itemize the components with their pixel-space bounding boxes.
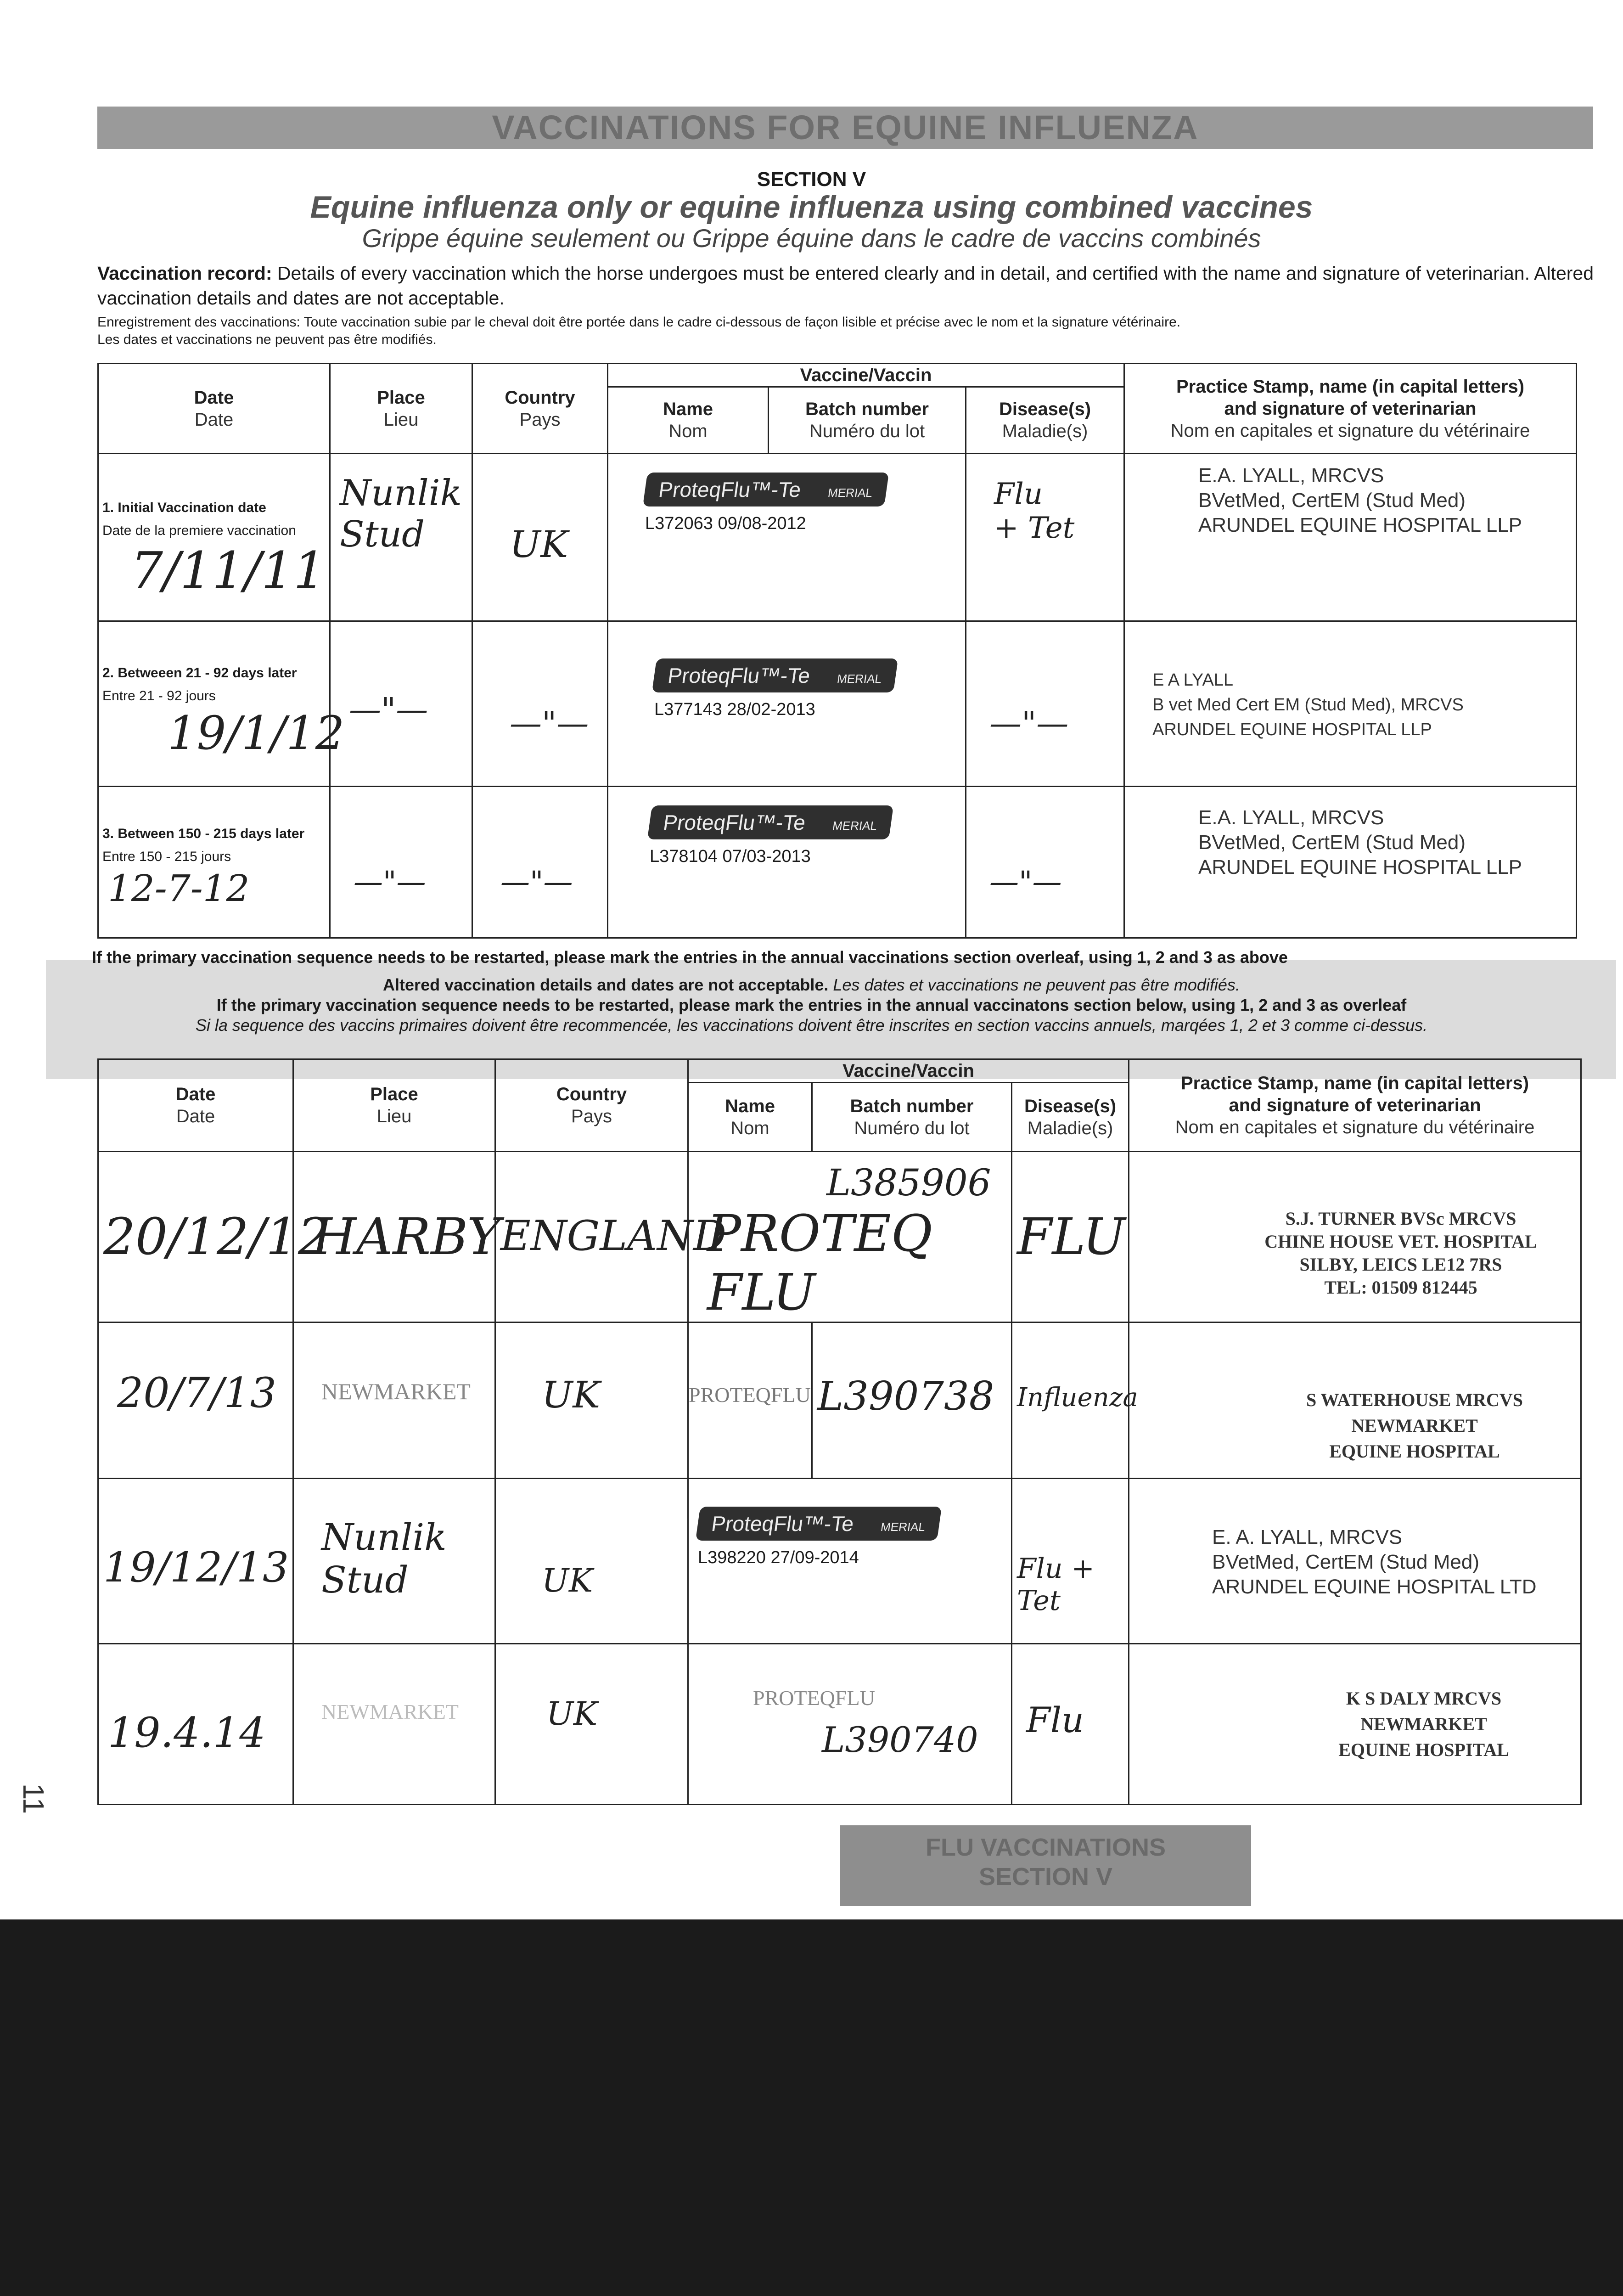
vet-name: S WATERHOUSE MRCVS	[1306, 1390, 1523, 1410]
page-subtitle-fr: Grippe équine seulement ou Grippe équine dans le cadre de vaccins combinés	[362, 224, 1261, 253]
stamp-name: ProteqFlu™-Te	[662, 810, 807, 834]
hdr-place-fr: Lieu	[383, 409, 419, 430]
hdr-date: Date	[175, 1084, 216, 1104]
hdr-disease-fr: Maladie(s)	[1027, 1118, 1113, 1138]
page-number: 11	[17, 1783, 51, 1814]
hdr-vaccine: Vaccine/Vaccin	[800, 365, 932, 385]
stamp-brand: MERIAL	[836, 672, 883, 686]
hdr-disease: Disease(s)	[999, 399, 1091, 419]
hdr-stamp-fr: Nom en capitales et signature du vétérinaire	[1170, 420, 1530, 441]
vet-quals: B vet Med Cert EM (Stud Med), MRCVS	[1152, 695, 1464, 715]
disease-value: Flu	[1026, 1699, 1084, 1740]
country-value: UK	[546, 1695, 598, 1733]
vet-quals: BVetMed, CertEM (Stud Med)	[1198, 489, 1466, 512]
restart-note-4: Si la sequence des vaccins primaires doivent être recommencée, les vaccinations doivent être inscrites en section vaccins annuels, marqées 1, 2 et 3 comme ci-dessus.	[195, 1016, 1428, 1035]
annual-row-4	[98, 1644, 1581, 1805]
vaccine-name: PROTEQ FLU	[707, 1204, 932, 1322]
stamp-name: ProteqFlu™-Te	[666, 664, 812, 687]
vaccine-stamp	[652, 658, 899, 692]
restart-note-2-bold: Altered vaccination details and dates are not acceptable.	[383, 975, 829, 994]
row-label-fr: Entre 21 - 92 jours	[102, 688, 216, 703]
country-value: UK	[510, 523, 568, 566]
vet-name: E A LYALL	[1152, 670, 1234, 690]
hdr-stamp-1: Practice Stamp, name (in capital letters)	[1176, 376, 1525, 397]
place-value: —"—	[349, 691, 428, 728]
hdr-country: Country	[505, 387, 575, 408]
hdr-name: Name	[663, 399, 713, 419]
section-banner: VACCINATIONS FOR EQUINE INFLUENZA	[97, 107, 1593, 149]
hdr-name: Name	[725, 1096, 775, 1116]
batch-value: L390740	[822, 1719, 978, 1760]
lot-number: L377143 28/02-2013	[654, 700, 815, 719]
record-instructions-en	[97, 261, 1599, 310]
disease-value: Flu + Tet	[1017, 1553, 1095, 1617]
disease-value: FLU	[1017, 1207, 1126, 1266]
hdr-stamp-2: and signature of veterinarian	[1224, 398, 1477, 419]
vet-practice: ARUNDEL EQUINE HOSPITAL LLP	[1198, 514, 1522, 536]
primary-vaccination-table	[97, 363, 1577, 939]
record-fr-line1: Enregistrement des vaccinations: Toute vaccination subie par le cheval doit être portée dans le cadre ci-dessous de façon lisible et précise avec le nom et la signature vétérinaire.	[97, 315, 1181, 330]
hdr-batch-fr: Numéro du lot	[809, 421, 925, 441]
restart-note-3: If the primary vaccination sequence needs to be restarted, please mark the entries in the annual vaccinatons section below, using 1, 2 and 3 as overleaf	[216, 996, 1407, 1014]
flu-tab-line1: FLU VACCINATIONS	[926, 1834, 1166, 1861]
hdr-stamp-fr: Nom en capitales et signature du vétérinaire	[1175, 1117, 1535, 1137]
annual-vaccination-table	[97, 1058, 1582, 1805]
country-value: ENGLAND	[500, 1212, 727, 1260]
vet-practice: ARUNDEL EQUINE HOSPITAL LLP	[1198, 856, 1522, 878]
vet-name: S.J. TURNER BVSc MRCVS	[1285, 1208, 1516, 1229]
hdr-disease-fr: Maladie(s)	[1002, 421, 1088, 441]
hdr-stamp-2: and signature of veterinarian	[1229, 1095, 1481, 1115]
hdr-country-fr: Pays	[519, 409, 561, 430]
scan-dark-band	[0, 1919, 1623, 2296]
country-value: —"—	[500, 865, 573, 899]
row-label-fr: Entre 150 - 215 jours	[102, 849, 231, 864]
vaccine-name: PROTEQFLU	[753, 1686, 875, 1710]
vet-name: E. A. LYALL, MRCVS	[1212, 1526, 1403, 1548]
stamp-name: ProteqFlu™-Te	[657, 478, 803, 501]
place-value: —"—	[354, 865, 426, 899]
vaccine-name: PROTEQFLU	[689, 1383, 811, 1407]
place-value: HARBY	[312, 1207, 500, 1266]
vet-hospital: EQUINE HOSPITAL	[1338, 1739, 1509, 1760]
primary-row-3	[98, 787, 1577, 938]
vet-name: K S DALY MRCVS	[1346, 1688, 1502, 1709]
row-label: 1. Initial Vaccination date	[102, 500, 266, 515]
place-value: NEWMARKET	[321, 1379, 471, 1404]
country-value: UK	[542, 1373, 601, 1416]
vet-phone: TEL: 01509 812445	[1324, 1277, 1477, 1298]
hdr-batch: Batch number	[805, 399, 929, 419]
vet-practice: CHINE HOUSE VET. HOSPITAL	[1264, 1231, 1537, 1252]
place-value: NEWMARKET	[321, 1700, 459, 1723]
disease-value: —"—	[989, 865, 1062, 899]
vet-quals: BVetMed, CertEM (Stud Med)	[1212, 1551, 1479, 1573]
stamp-brand: MERIAL	[827, 486, 874, 500]
disease-value: —"—	[989, 704, 1069, 742]
vet-practice: ARUNDEL EQUINE HOSPITAL LTD	[1212, 1576, 1537, 1598]
date-value: 7/11/11	[131, 541, 326, 600]
batch-value: L385906	[826, 1161, 991, 1204]
row-label-fr: Date de la premiere vaccination	[102, 523, 296, 538]
page-title: Equine influenza only or equine influenza using combined vaccines	[310, 190, 1313, 225]
hdr-place-fr: Lieu	[376, 1106, 412, 1126]
hdr-batch-fr: Numéro du lot	[854, 1118, 970, 1138]
restart-note-2-fr: Les dates et vaccinations ne peuvent pas être modifiés.	[828, 975, 1240, 994]
batch-value: L390738	[817, 1373, 994, 1419]
hdr-vaccine: Vaccine/Vaccin	[842, 1061, 974, 1081]
vet-practice: ARUNDEL EQUINE HOSPITAL LLP	[1152, 720, 1432, 739]
date-value: 20/12/12	[103, 1207, 331, 1266]
date-value: 19/1/12	[168, 706, 345, 760]
vaccine-stamp	[643, 473, 889, 506]
flu-tab-line2: SECTION V	[978, 1863, 1113, 1891]
vet-name: E.A. LYALL, MRCVS	[1198, 464, 1384, 487]
restart-note-2	[0, 975, 1623, 995]
record-fr-line2: Les dates et vaccinations ne peuvent pas être modifiés.	[97, 332, 437, 347]
hdr-country-fr: Pays	[571, 1106, 612, 1126]
hdr-date-fr: Date	[176, 1106, 215, 1126]
vet-hospital: EQUINE HOSPITAL	[1329, 1441, 1500, 1462]
date-value: 19.4.14	[108, 1709, 266, 1757]
lot-number: L398220 27/09-2014	[698, 1548, 859, 1567]
row-label: 3. Between 150 - 215 days later	[102, 826, 305, 841]
hdr-place: Place	[370, 1084, 418, 1104]
row-label: 2. Betweeen 21 - 92 days later	[102, 665, 297, 681]
primary-row-2	[98, 621, 1577, 787]
flu-section-tab	[840, 1825, 1251, 1906]
hdr-date: Date	[194, 387, 234, 408]
hdr-disease: Disease(s)	[1024, 1096, 1117, 1116]
record-text: Details of every vaccination which the horse undergoes must be entered clearly and in detail, and certified with the name and signature of veterinarian. Altered vaccination details and dates are not acceptable.	[97, 263, 1594, 309]
vaccine-stamp	[647, 805, 894, 839]
hdr-country: Country	[556, 1084, 627, 1104]
record-instructions-fr	[97, 314, 1599, 349]
country-value: UK	[542, 1562, 593, 1599]
hdr-date-fr: Date	[194, 409, 234, 430]
country-value: —"—	[510, 704, 589, 742]
primary-row-1	[98, 454, 1577, 621]
hdr-place: Place	[377, 387, 425, 408]
place-value: Nunlik Stud	[321, 1516, 447, 1601]
disease-value: Flu + Tet	[994, 477, 1075, 545]
date-value: 12-7-12	[108, 867, 250, 910]
vet-practice: NEWMARKET	[1360, 1714, 1487, 1734]
record-label: Vaccination record:	[97, 263, 272, 284]
annual-row-3	[98, 1479, 1581, 1644]
lot-number: L372063 09/08-2012	[645, 514, 806, 533]
hdr-stamp-1: Practice Stamp, name (in capital letters)	[1180, 1073, 1529, 1093]
hdr-name-fr: Nom	[668, 421, 708, 441]
stamp-brand: MERIAL	[880, 1520, 927, 1534]
date-value: 19/12/13	[103, 1543, 289, 1592]
disease-value: Influenza	[1017, 1383, 1138, 1412]
vet-address: SILBY, LEICS LE12 7RS	[1299, 1254, 1502, 1275]
vaccine-stamp	[696, 1507, 942, 1541]
date-value: 20/7/13	[117, 1369, 276, 1417]
place-value: Nunlik Stud	[340, 473, 462, 555]
vet-practice: NEWMARKET	[1351, 1415, 1478, 1436]
stamp-brand: MERIAL	[831, 819, 878, 833]
hdr-batch: Batch number	[850, 1096, 974, 1116]
hdr-name-fr: Nom	[730, 1118, 769, 1138]
vet-name: E.A. LYALL, MRCVS	[1198, 806, 1384, 829]
lot-number: L378104 07/03-2013	[650, 847, 811, 866]
section-label: SECTION V	[757, 168, 866, 191]
annual-row-1	[98, 1152, 1581, 1322]
annual-row-2	[98, 1322, 1581, 1479]
stamp-name: ProteqFlu™-Te	[710, 1512, 855, 1536]
vet-quals: BVetMed, CertEM (Stud Med)	[1198, 831, 1466, 854]
restart-note-1: If the primary vaccination sequence needs to be restarted, please mark the entries in the annual vaccinations section overleaf, using 1, 2 and 3 as above	[92, 948, 1288, 967]
